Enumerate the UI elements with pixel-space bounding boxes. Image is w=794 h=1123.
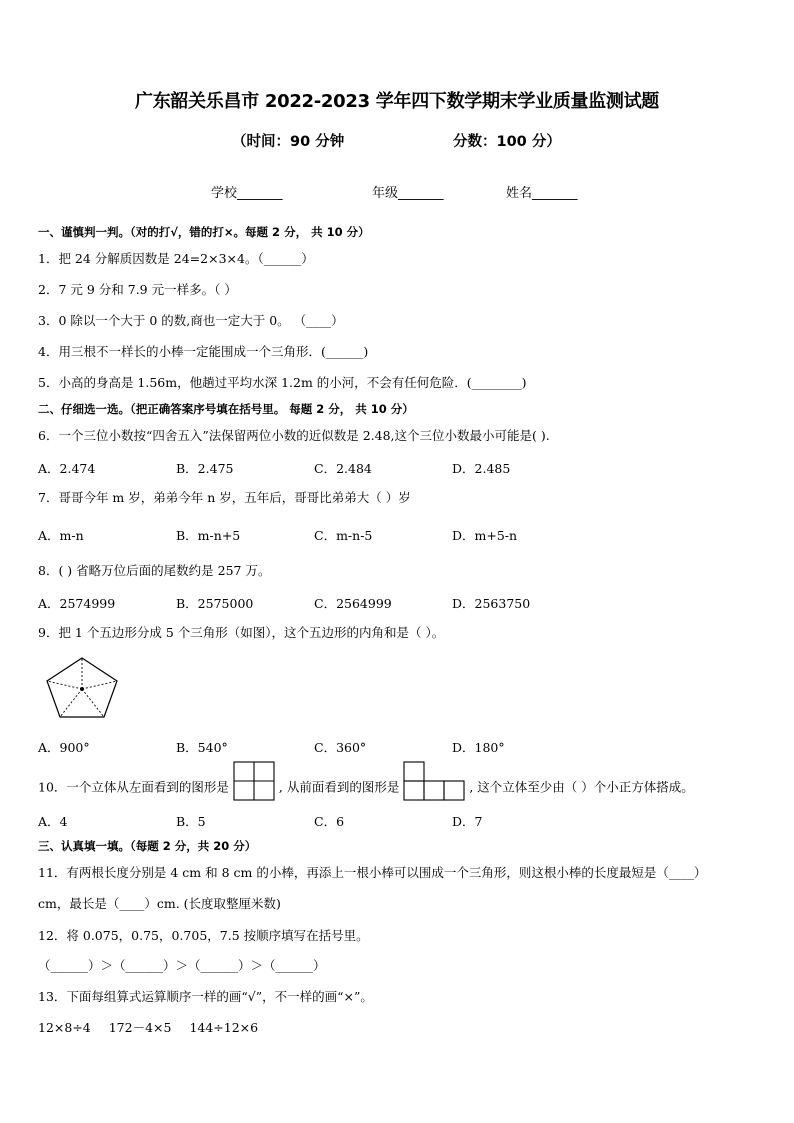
q10-text-end: , 这个立体至少由（ ）个小正方体搭成。 xyxy=(469,779,694,795)
question-13: 13．下面每组算式运算顺序一样的画“√”，不一样的画“×”。 xyxy=(38,989,373,1004)
q7-option-a: A．m-n xyxy=(38,528,84,543)
section-1-heading: 一、谨慎判一判。（对的打√，错的打×。每题 2 分， 共 10 分） xyxy=(38,225,370,239)
question-4: 4．用三根不一样长的小棒一定能围成一个三角形．(______) xyxy=(38,344,369,359)
school-field: 学校_______ xyxy=(211,186,283,201)
q10-text-front-view: , 从前面看到的图形是 xyxy=(278,779,400,795)
question-11-line-1: 11．有两根长度分别是 4 cm 和 8 cm 的小棒，再添上一根小棒可以围成一个三角形，则这根小棒的长度最短是（____） xyxy=(38,865,707,880)
name-field: 姓名_______ xyxy=(506,186,578,201)
question-3: 3．0 除以一个大于 0 的数,商也一定大于 0。 （____） xyxy=(38,313,344,328)
q10-option-b: B．5 xyxy=(176,814,206,829)
q10-text-left-view: 10．一个立体从左面看到的图形是 xyxy=(38,779,229,795)
q7-option-c: C．m-n-5 xyxy=(314,528,373,543)
page-title: 广东韶关乐昌市 2022-2023 学年四下数学期末学业质量监测试题 xyxy=(135,91,659,112)
exam-score: 分数：100 分） xyxy=(453,134,561,150)
question-12: 12．将 0.075，0.75，0.705，7.5 按顺序填写在括号里。 xyxy=(38,928,369,943)
q8-option-a: A．2574999 xyxy=(38,596,116,611)
section-2-heading: 二、仔细选一选。（把正确答案序号填在括号里。 每题 2 分， 共 10 分） xyxy=(38,402,414,416)
question-5: 5．小高的身高是 1.56m，他趟过平均水深 1.2m 的小河，不会有任何危险．(________) xyxy=(38,375,527,390)
q10-option-a: A．4 xyxy=(38,814,68,829)
exam-time: （时间：90 分钟 xyxy=(232,134,345,150)
left-view-figure xyxy=(233,761,275,801)
q8-option-d: D．2563750 xyxy=(452,596,531,611)
question-11-line-2: cm，最长是（____）cm. (长度取整厘米数) xyxy=(38,896,281,911)
q9-option-a: A．900° xyxy=(38,740,90,755)
q10-option-c: C．6 xyxy=(314,814,345,829)
q9-option-b: B．540° xyxy=(176,740,228,755)
q7-option-d: D．m+5-n xyxy=(452,528,518,543)
q8-option-b: B．2575000 xyxy=(176,596,254,611)
pentagon-figure xyxy=(44,655,120,721)
question-6: 6．一个三位小数按“四舍五入”法保留两位小数的近似数是 2.48,这个三位小数最小可能是( ). xyxy=(38,428,550,443)
q9-option-d: D．180° xyxy=(452,740,505,755)
question-9: 9．把 1 个五边形分成 5 个三角形（如图），这个五边形的内角和是（ ）。 xyxy=(38,625,445,640)
question-10 xyxy=(38,775,694,801)
q7-option-b: B．m-n+5 xyxy=(176,528,241,543)
q8-option-c: C．2564999 xyxy=(314,596,392,611)
question-2: 2．7 元 9 分和 7.9 元一样多。（ ） xyxy=(38,282,237,297)
q6-option-d: D．2.485 xyxy=(452,461,511,476)
question-13-expressions: 12×8÷4 172－4×5 144÷12×6 xyxy=(38,1020,259,1035)
question-12-blanks: （______）＞（______）＞（______）＞（______） xyxy=(38,958,326,973)
q6-option-c: C．2.484 xyxy=(314,461,372,476)
grade-field: 年级_______ xyxy=(372,186,444,201)
front-view-figure xyxy=(403,761,465,801)
q6-option-a: A．2.474 xyxy=(38,461,96,476)
q10-option-d: D．7 xyxy=(452,814,483,829)
question-1: 1．把 24 分解质因数是 24=2×3×4。（______） xyxy=(38,251,314,266)
question-8: 8．( ) 省略万位后面的尾数约是 257 万。 xyxy=(38,563,271,578)
q6-option-b: B．2.475 xyxy=(176,461,234,476)
q9-option-c: C．360° xyxy=(314,740,367,755)
question-7: 7．哥哥今年 m 岁，弟弟今年 n 岁，五年后，哥哥比弟弟大（ ）岁 xyxy=(38,490,411,505)
section-3-heading: 三、认真填一填。（每题 2 分，共 20 分） xyxy=(38,839,257,853)
